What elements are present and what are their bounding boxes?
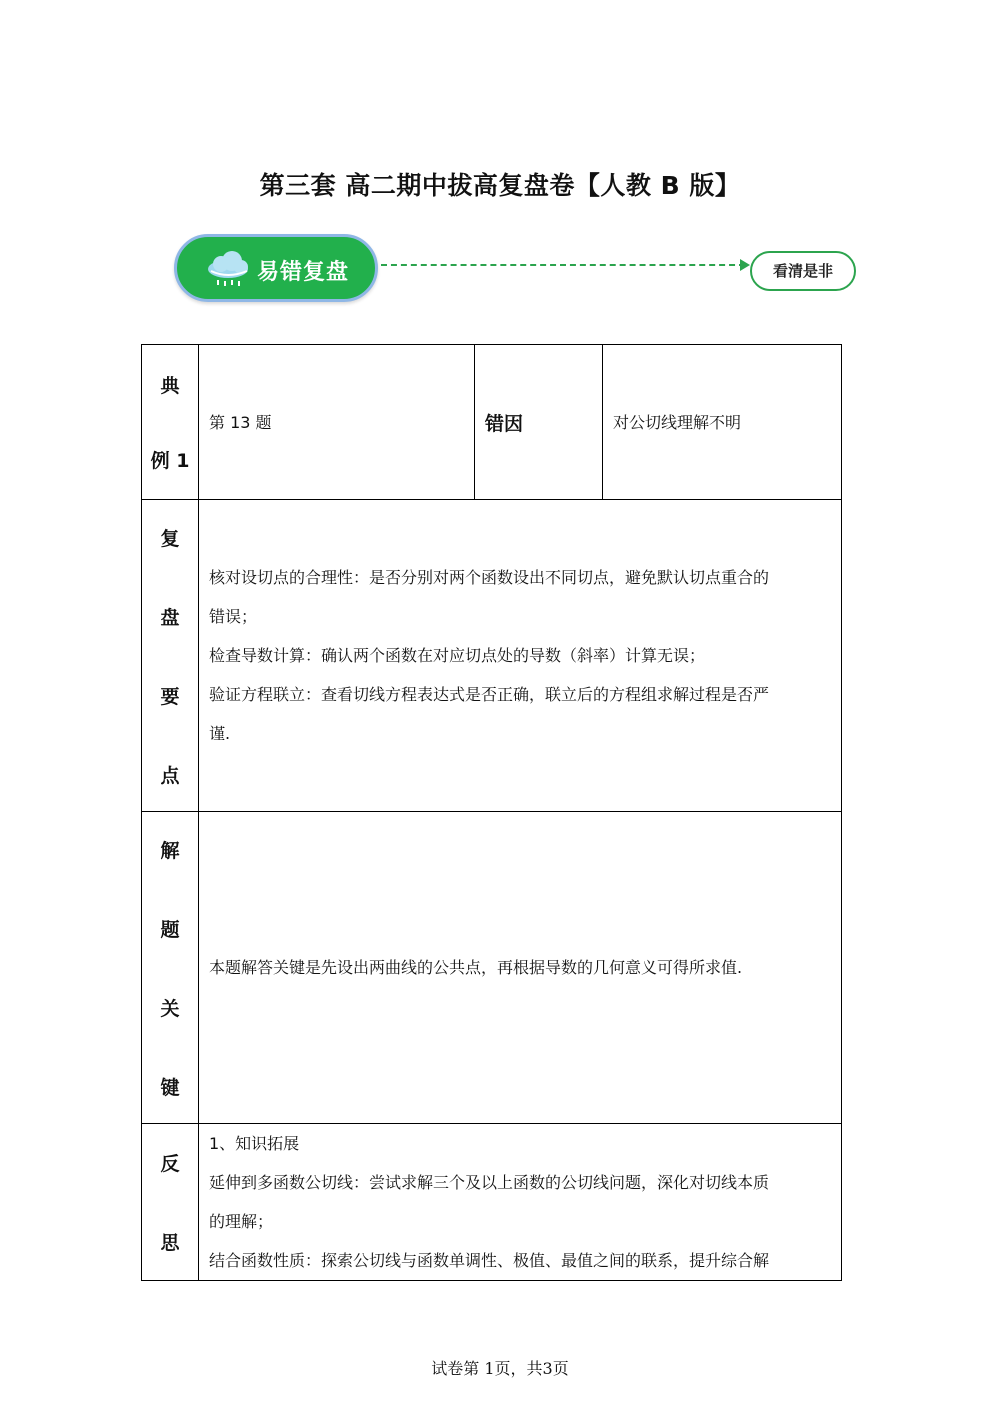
label-char: 点: [160, 764, 180, 787]
text-line: 检查导数计算：确认两个函数在对应切点处的导数（斜率）计算无误；: [209, 646, 706, 665]
text-line: 核对设切点的合理性：是否分别对两个函数设出不同切点，避免默认切点重合的: [209, 568, 770, 587]
text-line: 错误；: [209, 607, 258, 626]
text-line: 结合函数性质：探索公切线与函数单调性、极值、最值之间的联系，提升综合解: [209, 1251, 770, 1270]
page-title: 第三套 高二期中拔高复盘卷【人教 B 版】: [259, 171, 741, 200]
label-char: 典: [160, 375, 180, 397]
label-char: 例 1: [150, 450, 190, 472]
rain-cloud-icon: [203, 249, 253, 289]
review-table: [141, 344, 842, 1281]
text-line: 延伸到多函数公切线：尝试求解三个及以上函数的公切线问题，深化对切线本质: [209, 1173, 770, 1192]
table-row-example: [142, 345, 842, 500]
label-char: 要: [160, 685, 180, 708]
question-number: 第 13 题: [199, 345, 475, 500]
text-line: 验证方程联立：查看切线方程表达式是否正确，联立后的方程组求解过程是否严: [209, 685, 770, 704]
row-label-review-points: [142, 500, 199, 812]
banner-left-label: 易错复盘: [257, 260, 350, 285]
table-row-reflection: [142, 1124, 842, 1281]
arrow-head-icon: [740, 259, 750, 271]
label-char: 反: [160, 1153, 180, 1175]
row-label-reflection: [142, 1124, 199, 1281]
label-char: 键: [160, 1076, 180, 1099]
banner-right-label: 看清是非: [750, 251, 856, 291]
solution-key-text: 本题解答关键是先设出两曲线的公共点，再根据导数的几何意义可得所求值.: [199, 812, 842, 1124]
table-row-solution-key: [142, 812, 842, 1124]
page-footer: 试卷第 1页，共3页: [431, 1359, 569, 1378]
label-char: 思: [160, 1232, 180, 1254]
cause-text: 对公切线理解不明: [603, 345, 842, 500]
table-row-review-points: [142, 500, 842, 812]
review-points-text: [199, 500, 842, 812]
row-label-example: [142, 345, 199, 500]
text-line: 谨.: [209, 724, 231, 743]
label-char: 盘: [160, 606, 180, 629]
reflection-text: [199, 1124, 842, 1281]
dashed-connector: [381, 264, 745, 266]
label-char: 关: [160, 997, 180, 1020]
cause-label: 错因: [475, 345, 603, 500]
text-line: 的理解；: [209, 1212, 274, 1231]
banner-pill-left: [174, 234, 378, 302]
text-line: 1、知识拓展: [209, 1134, 300, 1153]
row-label-solution-key: [142, 812, 199, 1124]
label-char: 复: [160, 527, 180, 550]
label-char: 解: [160, 839, 180, 862]
label-char: 题: [160, 918, 180, 941]
